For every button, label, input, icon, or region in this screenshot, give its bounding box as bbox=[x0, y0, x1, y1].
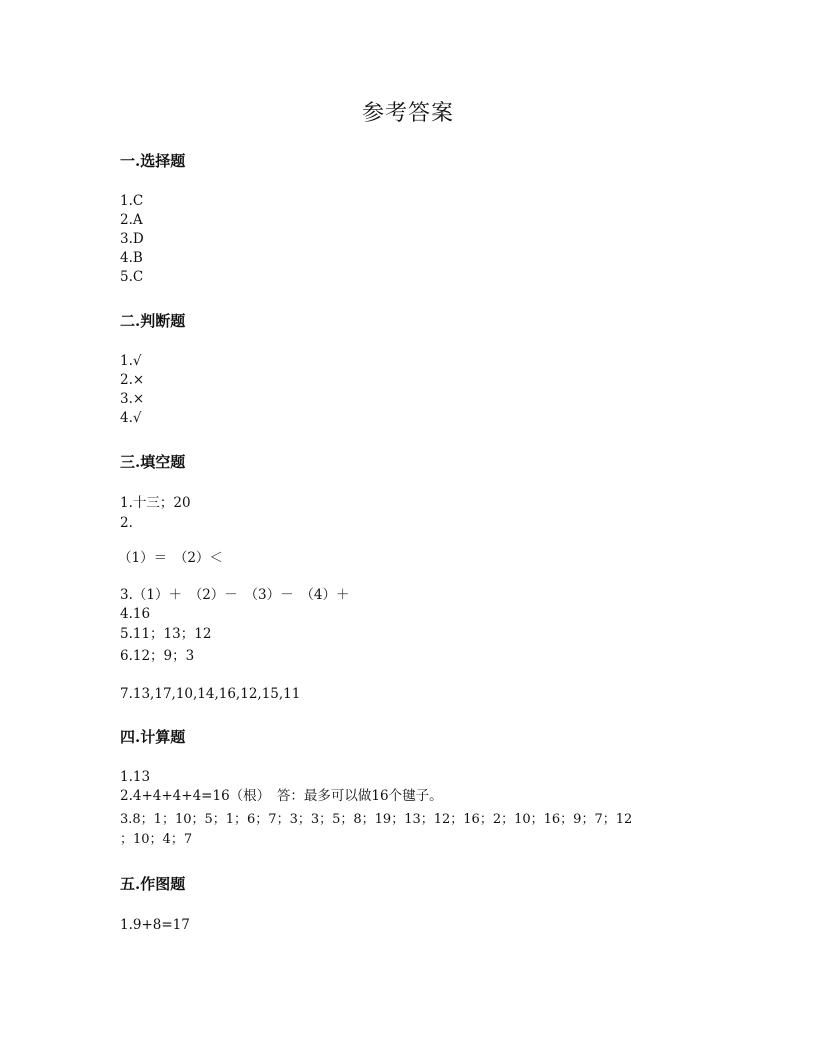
answer-line: 3.8；1；10；5；1；6；7；3；3；5；8；19；13；12；16；2；10；16；9；7；12 bbox=[120, 812, 633, 827]
section-heading-drawing: 五.作图题 bbox=[120, 875, 186, 893]
answer-line: 5.C bbox=[120, 269, 144, 285]
answer-line: 2.4+4+4+4=16（根） 答：最多可以做16个毽子。 bbox=[120, 788, 443, 804]
answer-line: 1.√ bbox=[120, 353, 142, 369]
answer-line: 5.11；13；12 bbox=[120, 626, 212, 642]
answer-line: 4.B bbox=[120, 250, 143, 266]
answer-line: 2.A bbox=[120, 212, 143, 228]
page-title: 参考答案 bbox=[361, 101, 454, 126]
section-heading-judgement: 二.判断题 bbox=[120, 312, 186, 330]
answer-line: 1.13 bbox=[120, 769, 151, 785]
answer-line: 3.× bbox=[120, 391, 145, 407]
section-heading-fill-blank: 三.填空题 bbox=[120, 453, 186, 471]
answer-line: 1.十三；20 bbox=[120, 495, 191, 511]
answer-line: 4.√ bbox=[120, 410, 142, 426]
answer-line: ；10；4；7 bbox=[120, 832, 193, 847]
section-heading-calculation: 四.计算题 bbox=[120, 728, 186, 746]
answer-line: （1）＝ （2）＜ bbox=[118, 550, 223, 566]
answer-line: 7.13,17,10,14,16,12,15,11 bbox=[120, 686, 301, 702]
answer-line: 4.16 bbox=[120, 606, 151, 622]
answer-line: 3.（1）＋ （2）－ （3）－ （4）＋ bbox=[120, 587, 350, 603]
answer-line: 6.12；9；3 bbox=[120, 648, 195, 664]
answer-line: 3.D bbox=[120, 231, 144, 247]
section-heading-choice: 一.选择题 bbox=[120, 152, 186, 170]
answer-line: 2. bbox=[120, 515, 133, 531]
answer-line: 1.C bbox=[120, 193, 144, 209]
answer-line: 1.9+8=17 bbox=[120, 917, 190, 933]
answer-line: 2.× bbox=[120, 372, 145, 388]
